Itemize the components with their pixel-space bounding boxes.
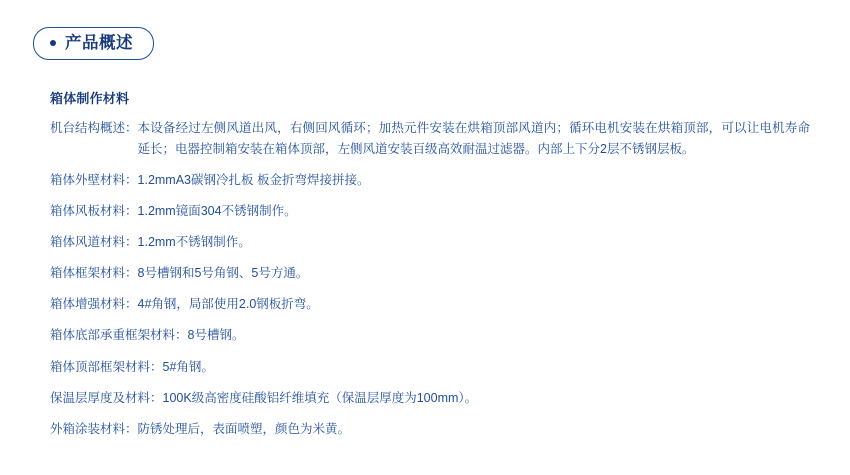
spec-value: 1.2mmA3碳钢冷扎板 板金折弯焊接拼接。 — [137, 172, 370, 187]
spec-list — [50, 118, 810, 439]
spec-label: 箱体风板材料： — [50, 203, 138, 218]
spec-label: 箱体外壁材料： — [50, 172, 138, 187]
list-item — [50, 232, 810, 253]
list-item — [50, 170, 810, 191]
subsection-title: 箱体制作材料 — [50, 91, 130, 106]
spec-value: 1.2mm不锈钢制作。 — [137, 235, 251, 249]
spec-label: 机台结构概述： — [50, 121, 138, 135]
list-item — [50, 201, 810, 222]
list-item — [50, 263, 810, 284]
spec-value: 5#角钢。 — [162, 359, 214, 374]
content-block — [50, 88, 810, 450]
spec-value: 1.2mm镜面304不锈钢制作。 — [137, 203, 297, 218]
spec-label: 外箱涂装材料： — [50, 421, 138, 436]
spec-value: 4#角钢，局部使用2.0钢板折弯。 — [137, 297, 319, 312]
list-item — [50, 294, 810, 315]
list-item — [50, 388, 810, 409]
spec-label: 箱体底部承重框架材料： — [50, 328, 188, 343]
spec-label: 箱体风道材料： — [50, 235, 138, 249]
spec-value: 8号槽钢。 — [187, 328, 245, 343]
spec-value: 防锈处理后，表面喷塑，颜色为米黄。 — [137, 421, 351, 436]
section-header-pill — [33, 27, 154, 60]
spec-label: 保温层厚度及材料： — [50, 390, 163, 405]
list-item — [50, 118, 810, 159]
spec-value: 8号槽钢和5号角钢、5号方通。 — [137, 266, 309, 281]
list-item — [50, 419, 810, 440]
dot-bullet-icon — [50, 40, 56, 46]
spec-label: 箱体增强材料： — [50, 297, 138, 312]
list-item — [50, 325, 810, 346]
spec-label: 箱体框架材料： — [50, 266, 138, 281]
list-item — [50, 357, 810, 378]
spec-value: 本设备经过左侧风道出风，右侧回风循环；加热元件安装在烘箱顶部风道内；循环电机安装在烘箱顶部，可以让电机寿命延长；电器控制箱安装在箱体顶部，左侧风道安装百级高效耐温过滤器。内部上下分2层不锈钢层板。 — [137, 121, 810, 156]
page-title: 产品概述 — [65, 34, 133, 52]
spec-label: 箱体顶部框架材料： — [50, 359, 163, 374]
spec-value: 100K级高密度硅酸铝纤维填充（保温层厚度为100mm）。 — [162, 390, 478, 405]
